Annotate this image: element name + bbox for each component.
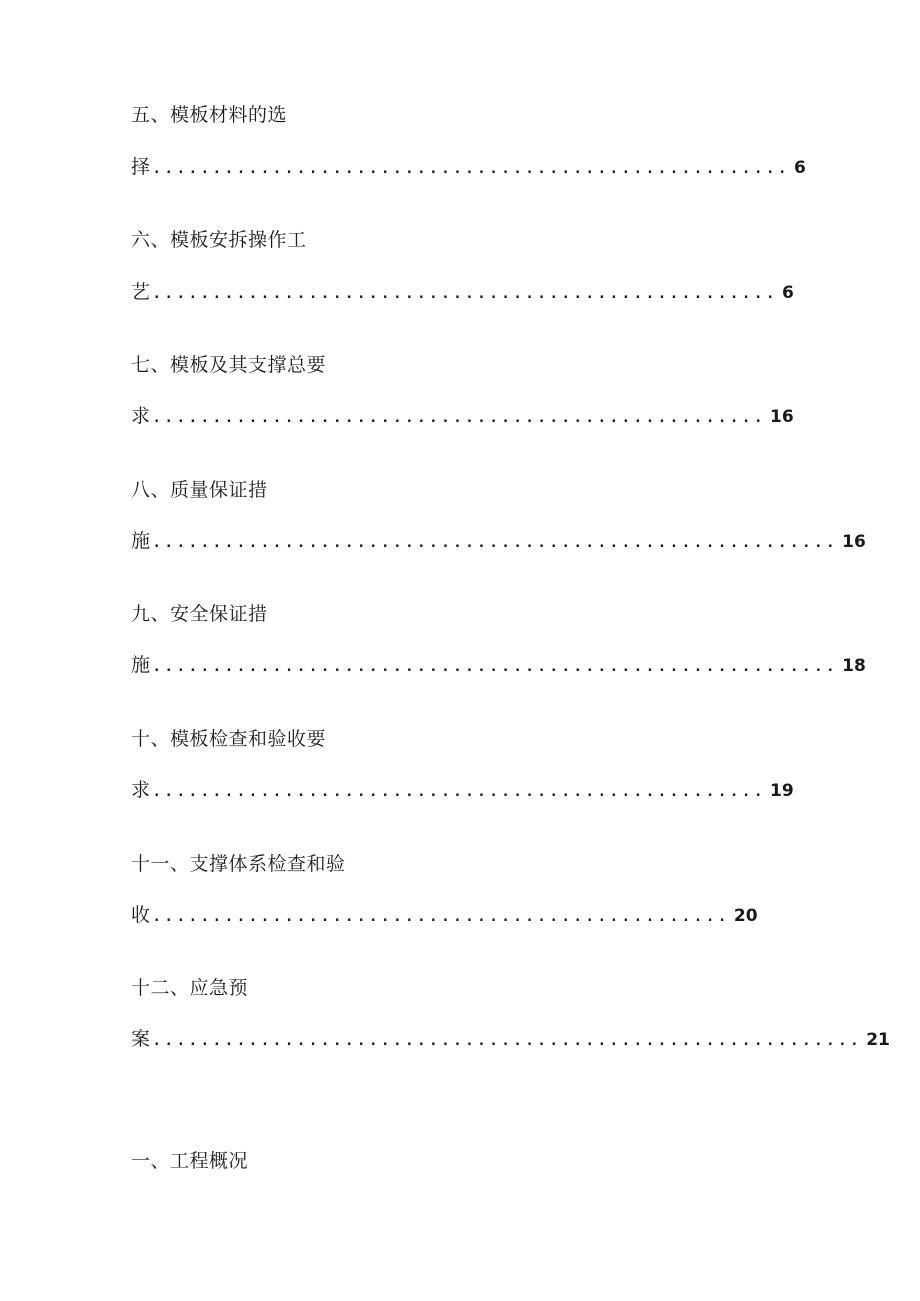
toc-dot-leader: .........................................................: [152, 659, 839, 675]
toc-page-number: 19: [769, 781, 794, 801]
toc-entry-title: 十一、支撑体系检查和验: [131, 853, 346, 875]
toc-dot-leader: .........................................................: [152, 535, 839, 551]
toc-entry-continuation: [131, 650, 866, 680]
toc-entry-title: 十、模板检查和验收要: [131, 728, 327, 750]
toc-entry-lead-text: 收: [131, 904, 151, 926]
toc-page-number: 6: [794, 158, 806, 178]
toc-dot-leader: ...................................................: [152, 784, 766, 800]
toc-entry-continuation: [131, 900, 758, 930]
section-heading: 一、工程概况: [131, 1150, 249, 1172]
toc-entry-lead-text: 艺: [131, 281, 151, 303]
toc-entry-title: 十二、应急预: [131, 977, 249, 999]
toc-entry-continuation: [131, 152, 806, 182]
toc-page-number: 21: [866, 1030, 890, 1050]
toc-page-number: 18: [842, 656, 866, 676]
toc-entry-continuation: [131, 1024, 890, 1054]
toc-dot-leader: ....................................................: [152, 286, 779, 302]
toc-entry-lead-text: 择: [131, 156, 151, 178]
toc-entry-continuation: [131, 277, 794, 307]
toc-dot-leader: ...................................................: [152, 410, 766, 426]
toc-dot-leader: .....................................................: [152, 161, 791, 177]
toc-entry-title: 七、模板及其支撑总要: [131, 354, 327, 376]
toc-entry-lead-text: 求: [131, 405, 151, 427]
toc-dot-leader: ................................................: [152, 909, 730, 925]
toc-entry-continuation: [131, 775, 794, 805]
toc-entry-lead-text: 施: [131, 654, 151, 676]
toc-page-number: 16: [769, 407, 794, 427]
toc-entry-continuation: [131, 401, 794, 431]
toc-page-number: 16: [842, 532, 866, 552]
toc-entry-lead-text: 施: [131, 530, 151, 552]
toc-entry-continuation: [131, 526, 866, 556]
toc-entry-title: 六、模板安拆操作工: [131, 229, 307, 251]
toc-entry-title: 八、质量保证措: [131, 479, 268, 501]
toc-page-number: 20: [733, 906, 758, 926]
toc-dot-leader: ...........................................................: [152, 1033, 863, 1049]
toc-entry-lead-text: 案: [131, 1028, 151, 1050]
toc-entry-title: 五、模板材料的选: [131, 104, 288, 126]
toc-entry-title: 九、安全保证措: [131, 603, 268, 625]
toc-page-number: 6: [782, 283, 794, 303]
toc-entry-lead-text: 求: [131, 779, 151, 801]
